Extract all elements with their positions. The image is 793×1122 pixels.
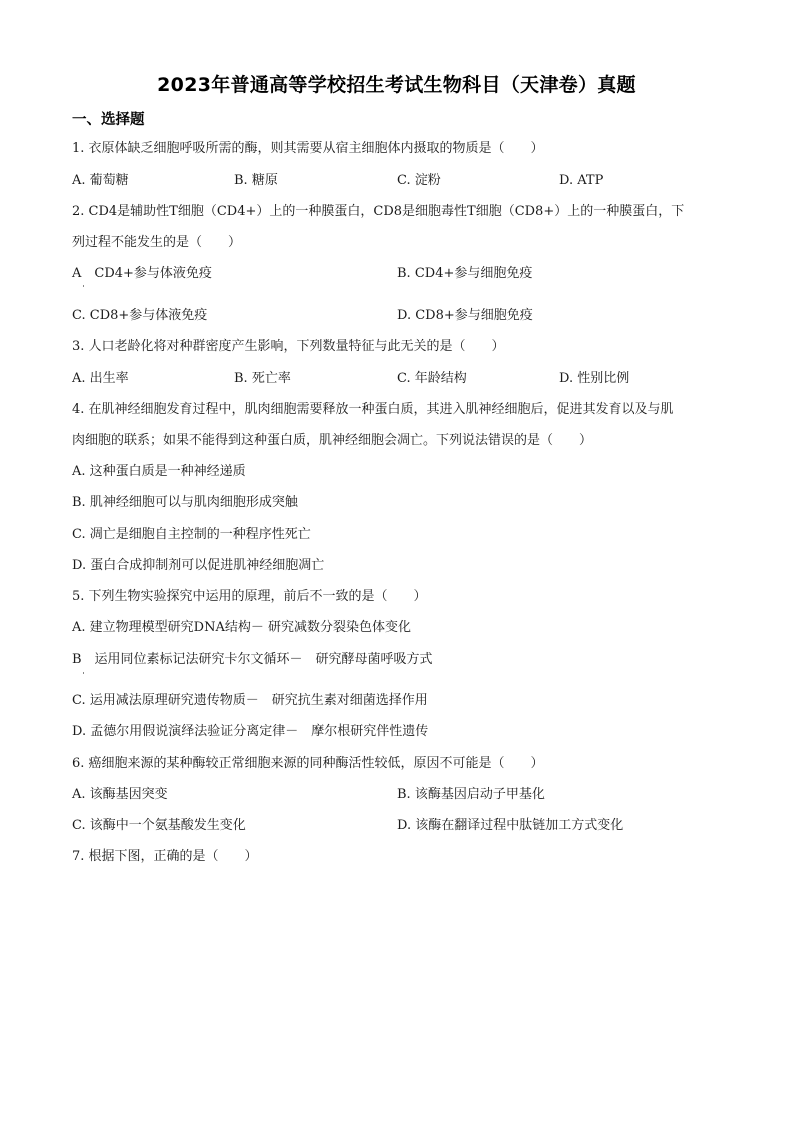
question-1-option-a: A. 葡萄糖 [72,173,129,188]
question-2-option-d: D. CD8+参与细胞免疫 [397,308,533,323]
question-4-stem-line-1: 4. 在肌神经细胞发育过程中，肌肉细胞需要释放一种蛋白质，其进入肌神经细胞后，促进其发育以及与肌 [72,402,674,417]
question-6-option-b: B. 该酶基因启动子甲基化 [397,787,545,802]
question-2-stem-line-2: 列过程不能发生的是（ ） [72,235,242,250]
question-4-stem-line-2: 肉细胞的联系；如果不能得到这种蛋白质，肌神经细胞会凋亡。下列说法错误的是（ ） [72,433,593,448]
question-2-option-b: B. CD4+参与细胞免疫 [397,266,533,281]
question-2-option-c: C. CD8+参与体液免疫 [72,308,208,323]
question-3-option-c: C. 年龄结构 [397,371,467,386]
question-4-option-a: A. 这种蛋白质是一种神经递质 [72,464,246,479]
question-4-option-c: C. 凋亡是细胞自主控制的一种程序性死亡 [72,527,311,542]
question-5-stem: 5. 下列生物实验探究中运用的原理，前后不一致的是（ ） [72,589,427,604]
question-1-stem: 1. 衣原体缺乏细胞呼吸所需的酶，则其需要从宿主细胞体内摄取的物质是（ ） [72,141,544,156]
question-5-option-b: B 运用同位素标记法研究卡尔文循环－ 研究酵母菌呼吸方式 [72,652,433,667]
question-3-stem: 3. 人口老龄化将对种群密度产生影响，下列数量特征与此无关的是（ ） [72,339,505,354]
question-6-option-d: D. 该酶在翻译过程中肽链加工方式变化 [397,818,624,833]
question-7-stem: 7. 根据下图，正确的是（ ） [72,849,258,864]
question-4-option-b: B. 肌神经细胞可以与肌肉细胞形成突触 [72,495,298,510]
question-6-stem: 6. 癌细胞来源的某种酶较正常细胞来源的同种酶活性较低，原因不可能是（ ） [72,756,544,771]
question-6-option-c: C. 该酶中一个氨基酸发生变化 [72,818,246,833]
question-1-option-c: C. 淀粉 [397,173,441,188]
page-title: 2023年普通高等学校招生考试生物科目（天津卷）真题 [157,74,636,96]
question-3-option-d: D. 性别比例 [559,371,630,386]
question-5-option-c: C. 运用减法原理研究遗传物质－ 研究抗生素对细菌选择作用 [72,693,428,708]
section-heading: 一、选择题 [72,112,145,128]
question-2-stem-line-1: 2. CD4是辅助性T细胞（CD4+）上的一种膜蛋白，CD8是细胞毒性T细胞（CD8+）上的一种膜蛋白，下 [72,204,685,219]
question-3-option-b: B. 死亡率 [234,371,291,386]
stray-mark [83,285,84,287]
question-5-option-a: A. 建立物理模型研究DNA结构－ 研究减数分裂染色体变化 [72,620,411,635]
question-1-option-b: B. 糖原 [234,173,278,188]
question-5-option-d: D. 孟德尔用假说演绎法验证分离定律－ 摩尔根研究伴性遗传 [72,724,429,739]
question-4-option-d: D. 蛋白合成抑制剂可以促进肌神经细胞凋亡 [72,558,325,573]
question-6-option-a: A. 该酶基因突变 [72,787,168,802]
question-2-option-a: A CD4+参与体液免疫 [72,266,212,281]
question-3-option-a: A. 出生率 [72,371,129,386]
stray-mark [83,672,84,674]
question-1-option-d: D. ATP [559,173,604,188]
